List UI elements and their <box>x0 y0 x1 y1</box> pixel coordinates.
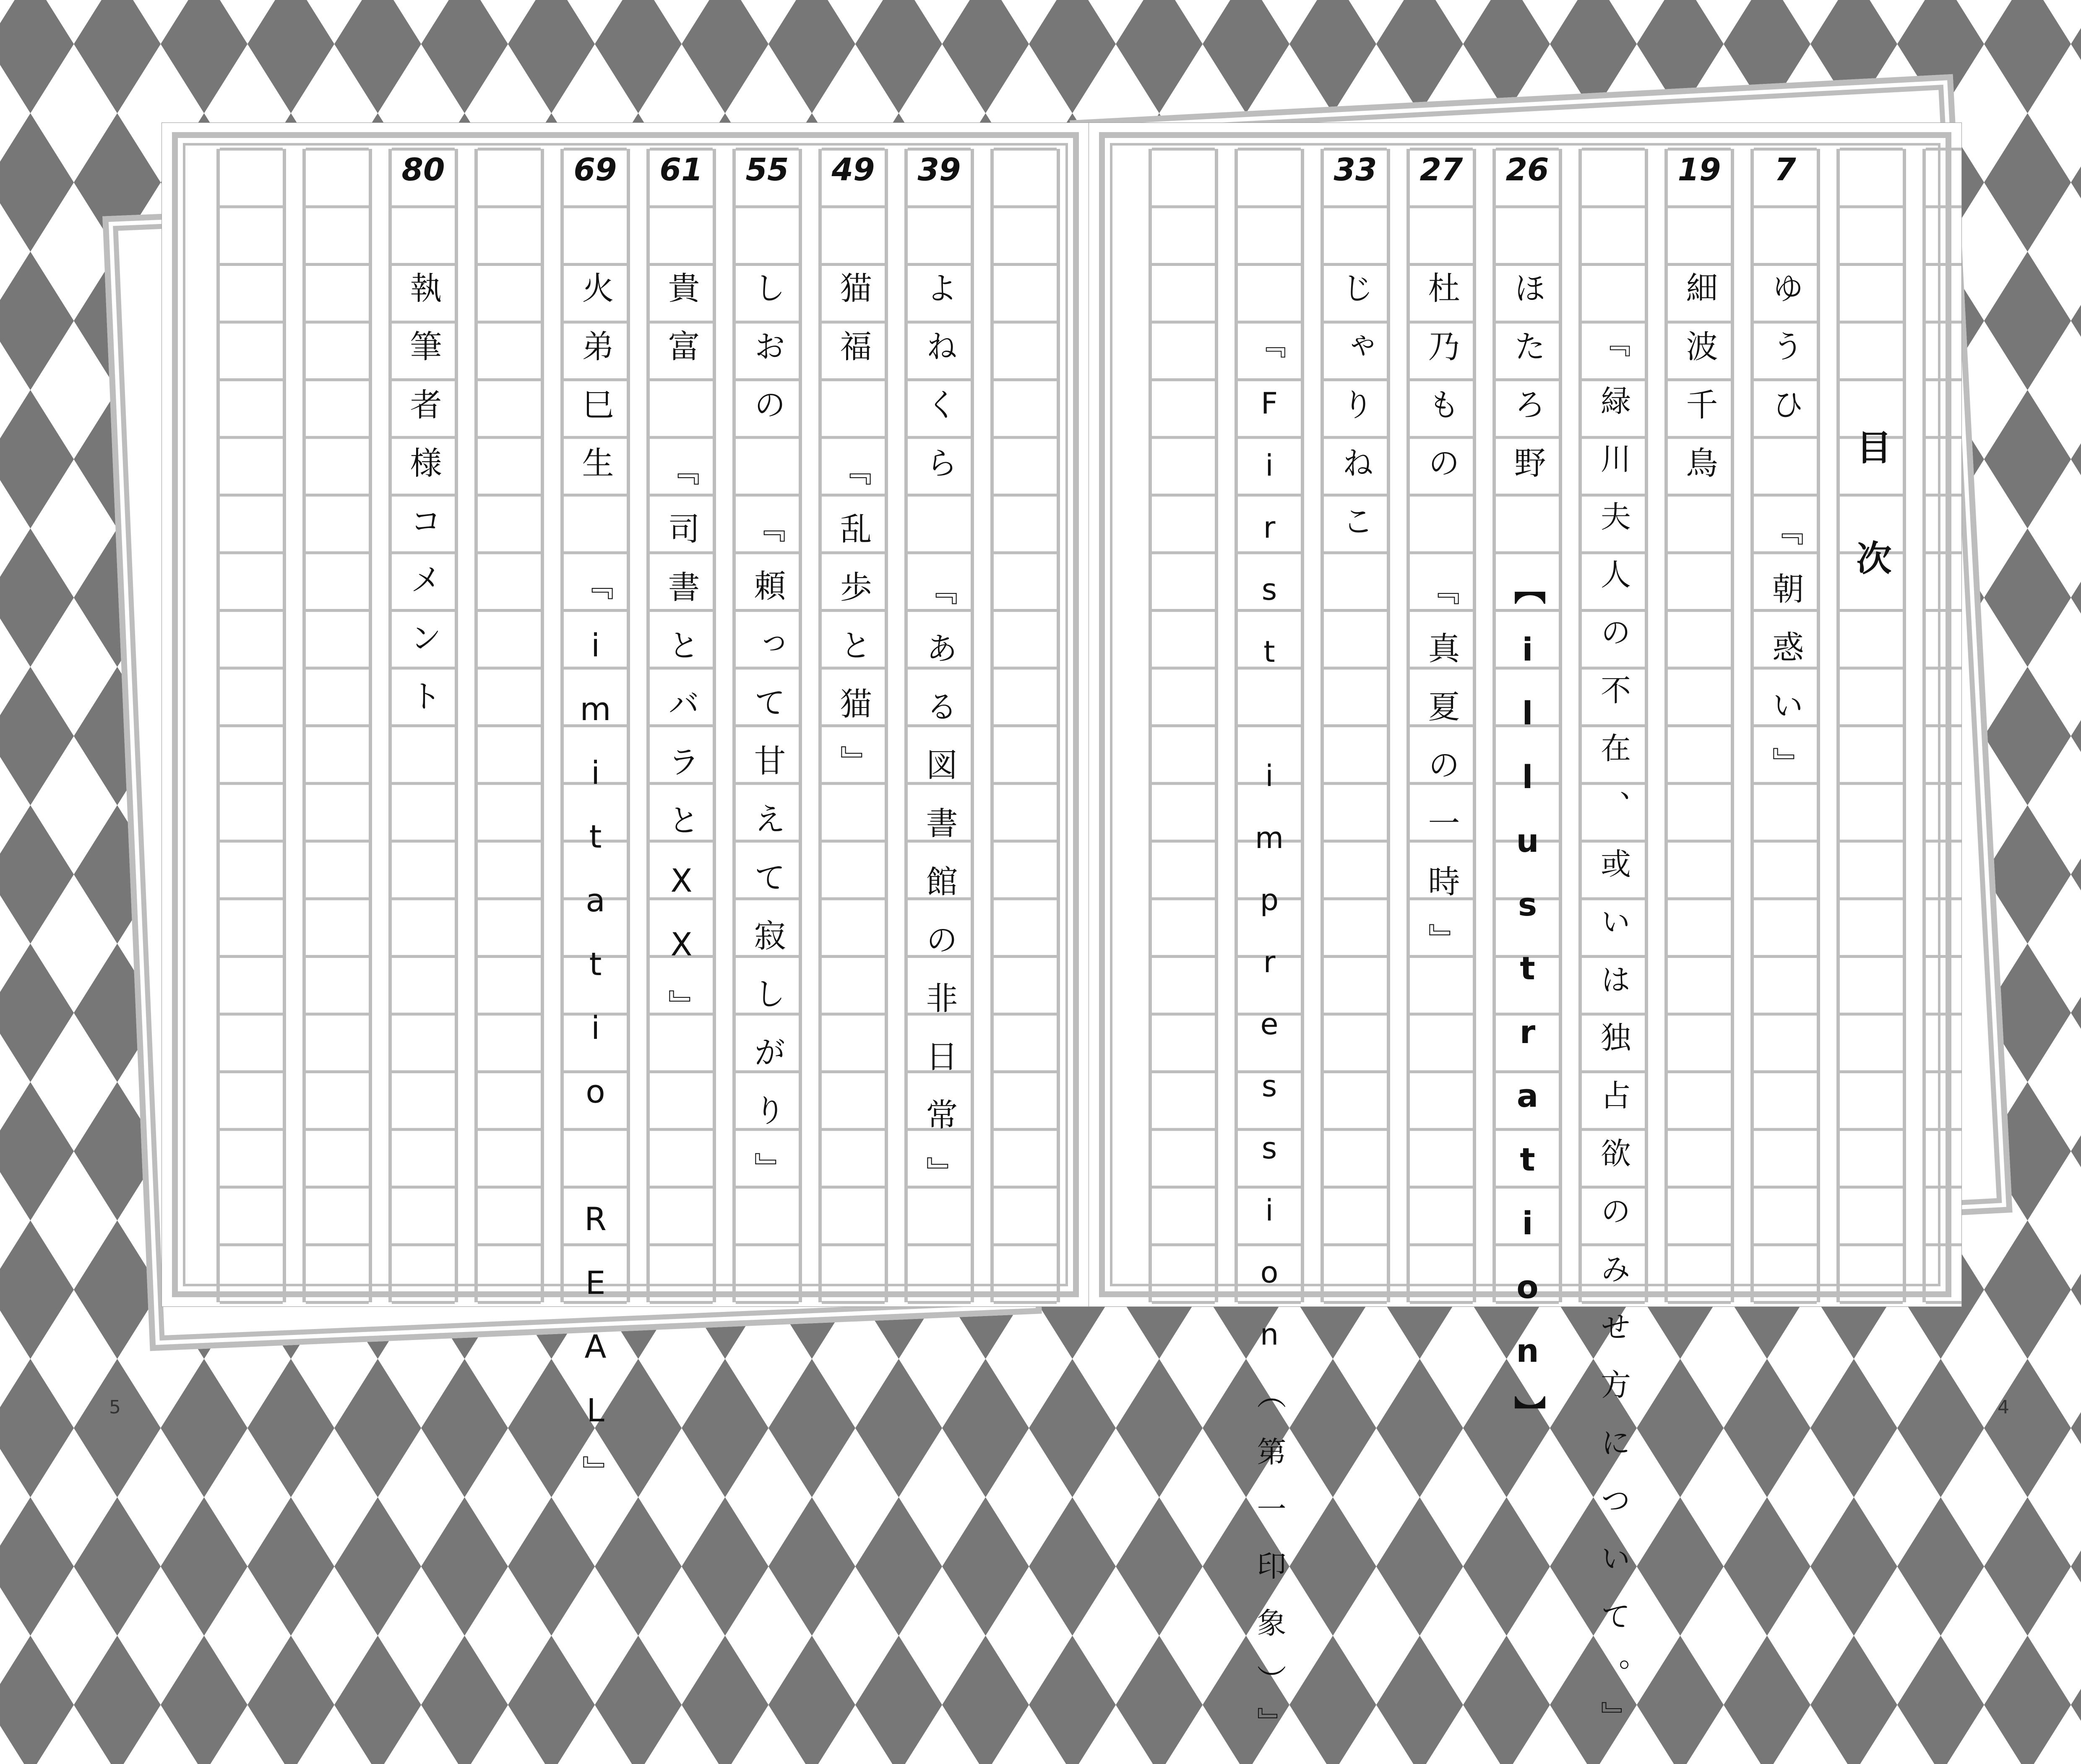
entry-page-number: 19 <box>1677 152 1721 188</box>
entry-author: じゃりねこ <box>1337 271 1374 563</box>
page-number-right: 4 <box>1998 1397 2009 1418</box>
entry-title: 『ある図書館の非日常』 <box>921 573 958 1215</box>
page-number-left: 5 <box>109 1397 121 1418</box>
entry-title: 『First impression（第一印象）』 <box>1252 329 1287 1764</box>
entry-title: 『imitatio REAL』 <box>577 568 614 1514</box>
entry-page-number: 27 <box>1419 152 1463 188</box>
entry-title: 『頼って甘えて寂しがり』 <box>749 511 786 1210</box>
entry-page-number: 33 <box>1334 152 1377 188</box>
entry-page-number: 69 <box>573 152 617 188</box>
entry-title: 『司書とバラとXX』 <box>663 454 700 1048</box>
entry-title: 『朝惑い』 <box>1767 514 1804 805</box>
entry-page-number: 80 <box>401 152 445 188</box>
entry-author: ゆうひ <box>1767 271 1804 446</box>
entry-page-number: 55 <box>745 152 789 188</box>
entry-page-number: 61 <box>659 152 703 188</box>
entry-author: よねくら <box>921 271 958 505</box>
entry-author: 火弟巳生 <box>577 271 614 505</box>
manuscript-sheet-left <box>161 122 1089 1514</box>
entry-author: 猫福 <box>835 271 872 388</box>
entry-author: ほたろ野 <box>1509 271 1546 505</box>
entry-page-number: 7 <box>1774 152 1796 188</box>
entry-title: 【illustration】 <box>1509 572 1546 1454</box>
entry-author: 杜乃もの <box>1423 271 1460 505</box>
entry-author: 貴富 <box>663 271 700 388</box>
entry-page-number: 49 <box>831 152 875 188</box>
entry-page-number: 39 <box>917 152 961 188</box>
entry-author: 細波千鳥 <box>1681 271 1718 505</box>
entry-author: 執筆者様コメント <box>405 271 442 738</box>
entry-title: 『真夏の一時』 <box>1423 573 1460 981</box>
entry-page-number: 26 <box>1505 152 1549 188</box>
entry-title: 『緑川夫人の不在、或いは独占欲のみせ方について。』 <box>1596 327 1631 1759</box>
entry-title: 『乱歩と猫』 <box>835 454 872 804</box>
entry-author: しおの <box>749 271 786 446</box>
manuscript-sheet-right <box>1089 122 1962 1764</box>
toc-title: 目次 <box>1851 429 1892 650</box>
